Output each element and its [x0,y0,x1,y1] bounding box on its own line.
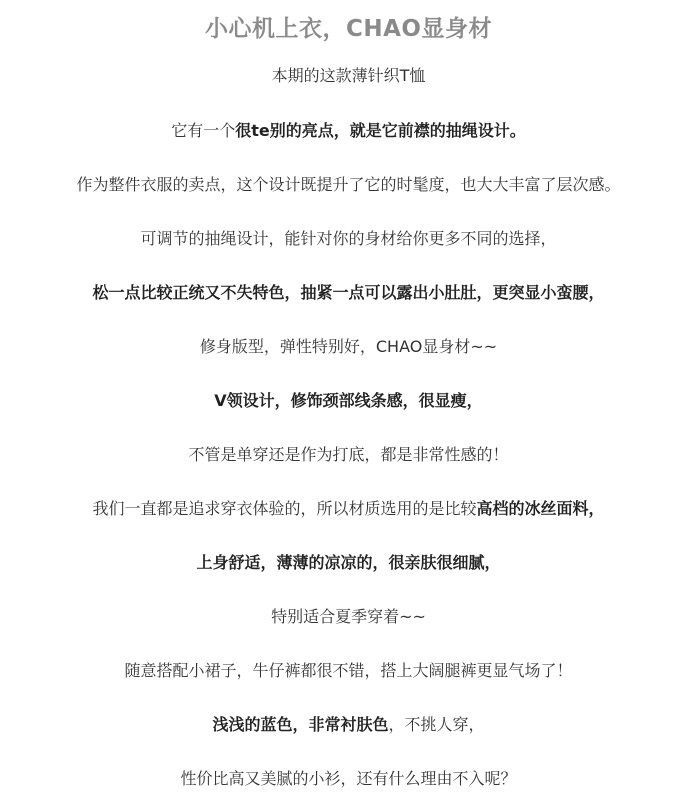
text-line-12 [0,660,697,682]
text-span: 可调节的抽绳设计，能针对你的身材给你更多不同的选择， [140,229,557,248]
text-span: 随意搭配小裙子，牛仔裤都很不错，搭上大阔腿裤更显气场了！ [124,661,573,680]
text-span: 我们一直都是追求穿衣体验的，所以材质选用的是比较 [92,499,477,518]
text-line-11 [0,606,697,628]
text-span: 特别适合夏季穿着~~ [271,607,426,626]
text-line-8 [0,444,697,466]
bold-text-span: 很te别的亮点，就是它前襟的抽绳设计。 [235,121,526,140]
bold-text-span: 上身舒适，薄薄的凉凉的，很亲肤很细腻， [196,553,501,572]
text-line-9 [0,498,697,520]
bold-text-span: 浅浅的蓝色，非常衬肤色 [212,715,389,734]
text-line-14 [0,768,697,790]
bold-text-span: 松一点比较正统又不失特色，抽紧一点可以露出小肚肚，更突显小蛮腰， [92,283,605,302]
text-span: 它有一个 [171,121,236,140]
text-line-4 [0,228,697,250]
page-title: 小心机上衣，CHAO显身材 [205,16,492,42]
text-line-3 [0,174,697,196]
text-span: 本期的这款薄针织T恤 [271,66,426,85]
text-span: 不管是单穿还是作为打底，都是非常性感的！ [188,445,509,464]
bold-text-span: V领设计，修饰颈部线条感，很显瘦， [214,391,483,410]
text-span: 修身版型，弹性特别好，CHAO显身材~~ [199,337,498,356]
text-line-13 [0,714,697,736]
text-line-1 [0,65,697,87]
text-span: ，不挑人穿， [388,715,485,734]
text-line-5 [0,282,697,304]
text-line-6 [0,336,697,358]
text-span: 作为整件衣服的卖点，这个设计既提升了它的时髦度，也大大丰富了层次感。 [76,175,621,194]
text-span: 性价比高又美腻的小衫，还有什么理由不入呢？ [180,769,517,788]
text-line-10 [0,552,697,574]
text-line-2 [0,120,697,142]
bold-text-span: 高档的冰丝面料， [476,499,605,518]
text-line-7 [0,390,697,412]
